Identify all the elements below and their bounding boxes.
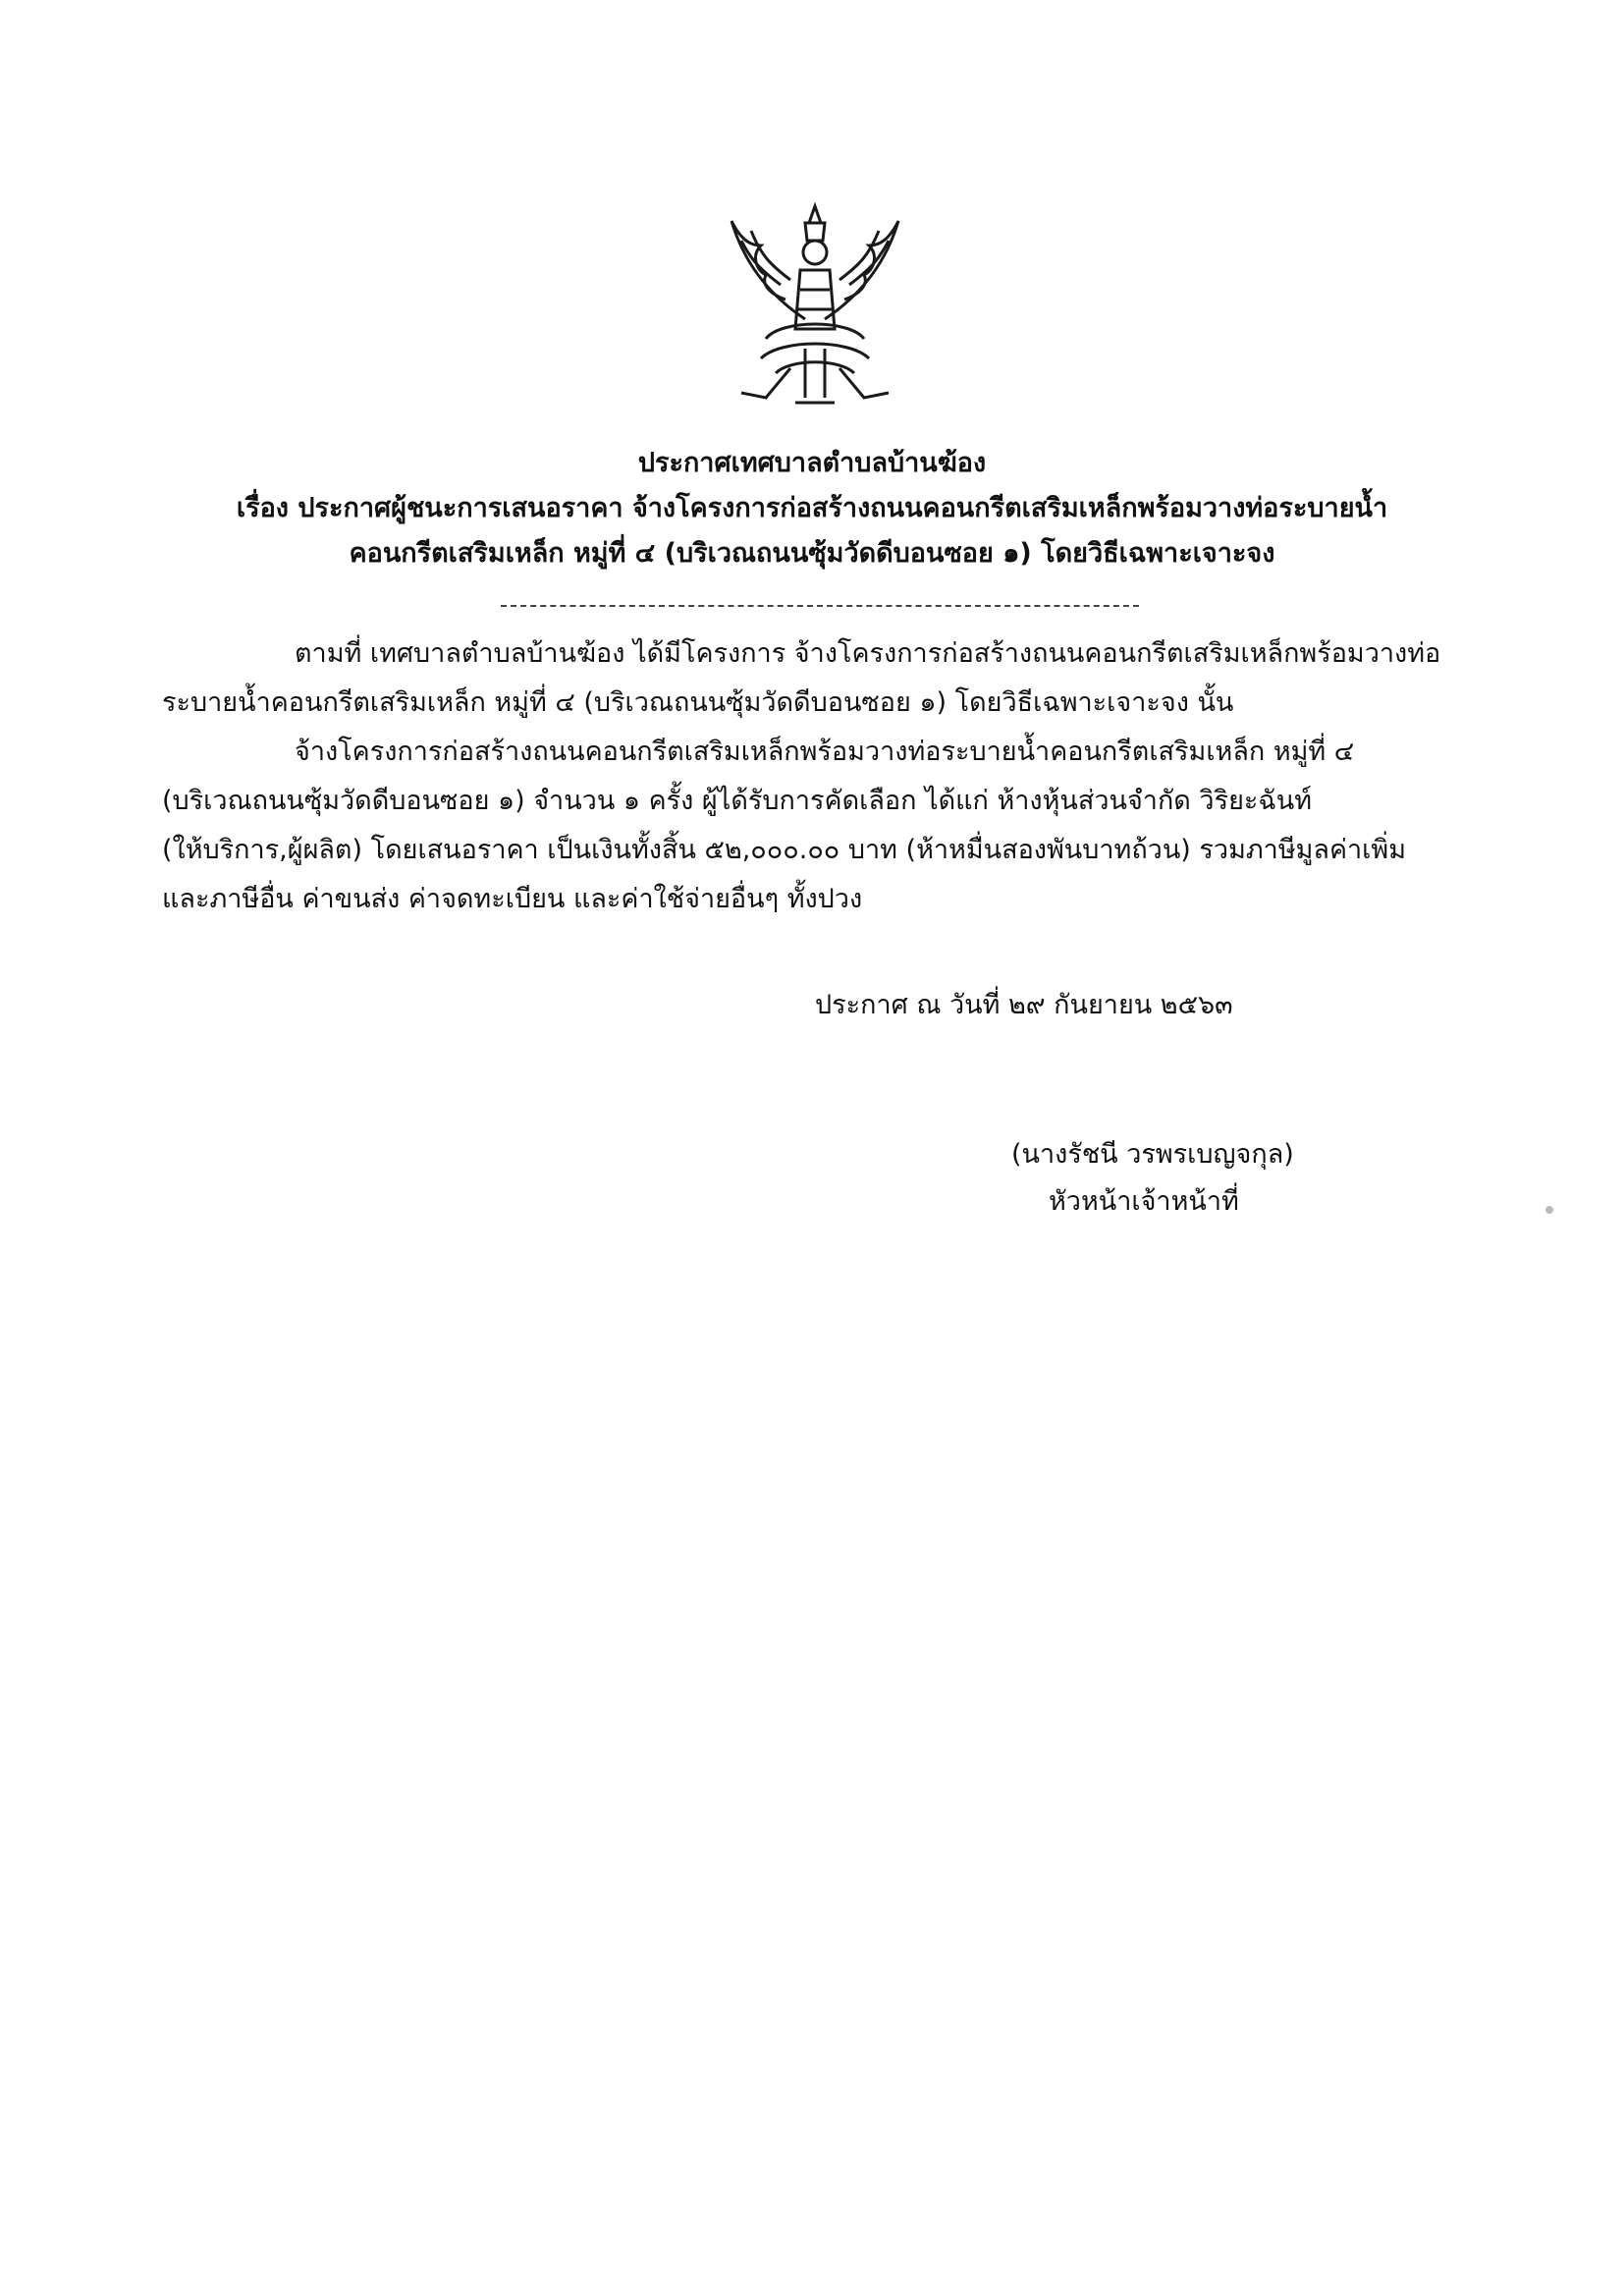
- announcement-title: ประกาศเทศบาลตำบลบ้านฆ้อง: [637, 448, 987, 478]
- separator-line: [501, 605, 1139, 607]
- paragraph-2-line-2: (บริเวณถนนซุ้มวัดดีบอนซอย ๑) จำนวน ๑ ครั้ง ผู้ได้รับการคัดเลือก ได้แก่ ห้างหุ้นส่วนจำกัด วิริยะฉันท์: [162, 786, 1313, 816]
- paragraph-1-line-1: ตามที่ เทศบาลตำบลบ้านฆ้อง ได้มีโครงการ จ้างโครงการก่อสร้างถนนคอนกรีตเสริมเหล็กพร้อมวางท่อ: [295, 638, 1441, 669]
- paragraph-2-line-1: จ้างโครงการก่อสร้างถนนคอนกรีตเสริมเหล็กพร้อมวางท่อระบายน้ำคอนกรีตเสริมเหล็ก หมู่ที่ ๔: [295, 737, 1355, 767]
- scan-speck: [1545, 1206, 1553, 1214]
- paragraph-2-line-3: (ให้บริการ,ผู้ผลิต) โดยเสนอราคา เป็นเงินทั้งสิ้น ๕๒,๐๐๐.๐๐ บาท (ห้าหมื่นสองพันบาทถ้วน) รวมภาษีมูลค่าเพิ่ม: [162, 835, 1407, 865]
- announcement-date: ประกาศ ณ วันที่ ๒๙ กันยายน ๒๕๖๓: [815, 990, 1233, 1020]
- paragraph-2-line-4: และภาษีอื่น ค่าขนส่ง ค่าจดทะเบียน และค่าใช้จ่ายอื่นๆ ทั้งปวง: [162, 884, 863, 914]
- garuda-emblem-icon: [707, 201, 923, 417]
- subject-line-1: เรื่อง ประกาศผู้ชนะการเสนอราคา จ้างโครงการก่อสร้างถนนคอนกรีตเสริมเหล็กพร้อมวางท่อระบายน้ำ: [236, 493, 1388, 523]
- subject-line-2: คอนกรีตเสริมเหล็ก หมู่ที่ ๔ (บริเวณถนนซุ้มวัดดีบอนซอย ๑) โดยวิธีเฉพาะเจาะจง: [349, 538, 1275, 569]
- signer-name: (นางรัชนี วรพรเบญจกุล): [1011, 1139, 1294, 1170]
- signer-position: หัวหน้าเจ้าหน้าที่: [1049, 1186, 1239, 1217]
- paragraph-1-line-2: ระบายน้ำคอนกรีตเสริมเหล็ก หมู่ที่ ๔ (บริเวณถนนซุ้มวัดดีบอนซอย ๑) โดยวิธีเฉพาะเจาะจง นั้น: [162, 687, 1234, 718]
